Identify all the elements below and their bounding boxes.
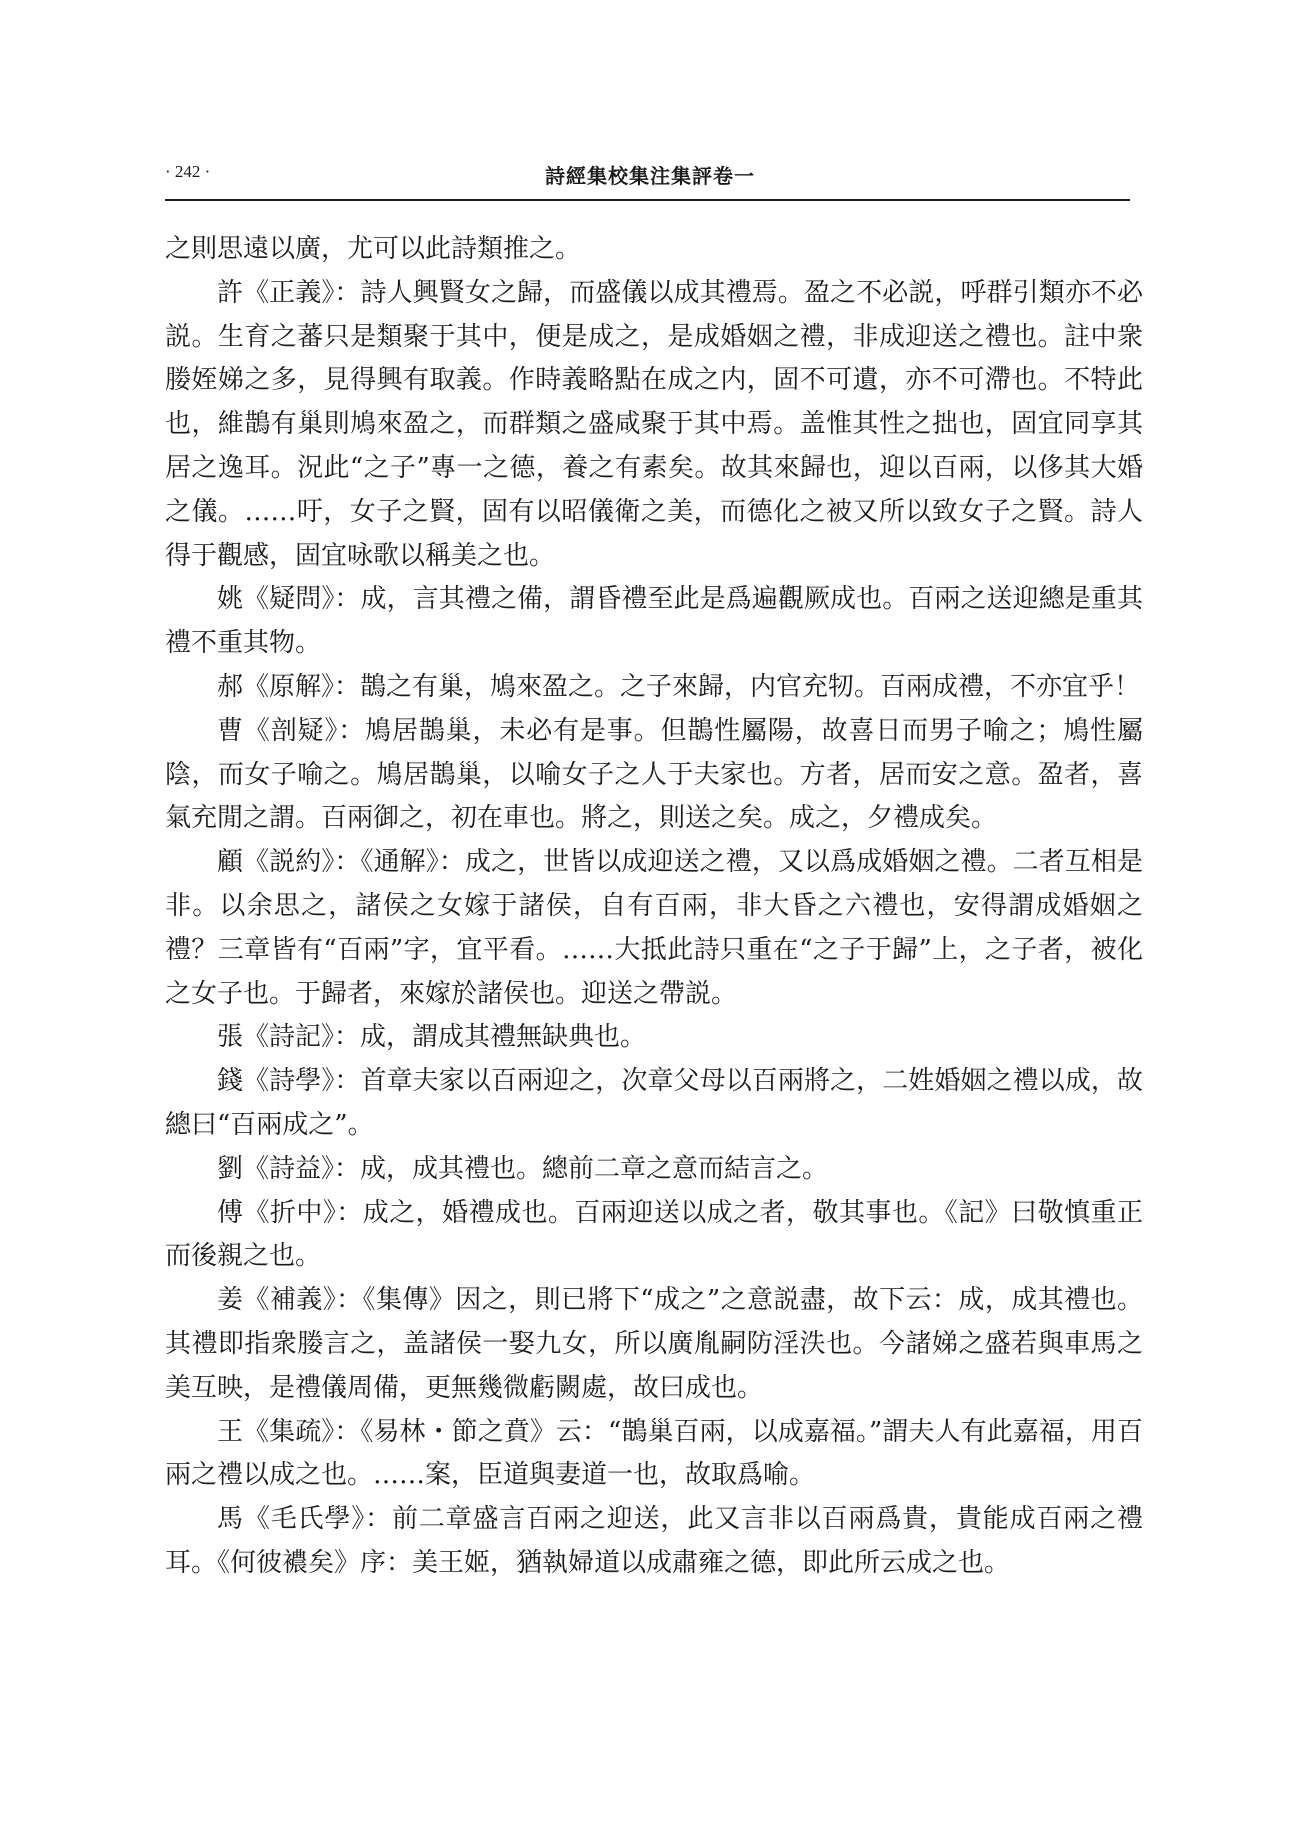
- page-number: · 242 ·: [165, 162, 211, 181]
- paragraph-qian-shixue: 錢《詩學》：首章夫家以百兩迎之，次章父母以百兩將之，二姓婚姻之禮以成，故總曰“百兩成之”。: [165, 1066, 1143, 1140]
- paragraph-fu-zhezhong: 傅《折中》：成之，婚禮成也。百兩迎送以成之者，敬其事也。《記》曰敬慎重正而後親之也。: [165, 1197, 1143, 1272]
- running-title: 詩經集校集注集評卷一: [545, 164, 755, 188]
- paragraph-jiang-buyi: 姜《補義》：《集傳》因之，則已將下“成之”之意説盡，故下云：成，成其禮也。其禮即指衆媵言之，盖諸侯一娶九女，所以廣胤嗣防淫泆也。今諸娣之盛若與車馬之美互映，是禮儀周備，更無幾微虧闕處，故曰成也。: [165, 1285, 1143, 1403]
- paragraph-yao-yiwen: 姚《疑問》：成，言其禮之備，謂昏禮至此是爲遍觀厥成也。百兩之送迎總是重其禮不重其物。: [165, 584, 1143, 659]
- body-text: [165, 228, 1143, 1586]
- paragraph-liu-shiyi: 劉《詩益》：成，成其禮也。總前二章之意而結言之。: [217, 1153, 829, 1184]
- paragraph-continuation: 之則思遠以廣，尤可以此詩類推之。: [165, 234, 582, 264]
- paragraph-xu-zhengyi: 許《正義》：詩人興賢女之歸，而盛儀以成其禮焉。盈之不必説，呼群引類亦不必説。生育之蕃只是類聚于其中，便是成之，是成婚姻之禮，非成迎送之禮也。註中衆媵姪娣之多，見得興有取義。作時義略點在成之内，固不可遺，亦不可滯也。不特此也，維鵲有巢則鳩來盈之，而群類之盛咸聚于其中焉。盖惟其性之拙也，固宜同享其居之逸耳。況此“之子”專一之德，養之有素矣。故其來歸也，迎以百兩，以侈其大婚之儀。……吁，女子之賢，固有以昭儀衛之美，而德化之被又所以致女子之賢。詩人得于觀感，固宜咏歌以稱美之也。: [165, 277, 1143, 571]
- paragraph-ma-maoshixue: 馬《毛氏學》：前二章盛言百兩之迎送，此又言非以百兩爲貴，貴能成百兩之禮耳。《何彼襛矣》序：美王姬，猶執婦道以成肅雍之德，即此所云成之也。: [165, 1504, 1143, 1578]
- paragraph-cao-pouyi: 曹《剖疑》：鳩居鵲巢，未必有是事。但鵲性屬陽，故喜日而男子喻之；鳩性屬陰，而女子喻之。鳩居鵲巢，以喻女子之人于夫家也。方者，居而安之意。盈者，喜氣充閒之謂。百兩御之，初在車也。將之，則送之矣。成之，夕禮成矣。: [165, 715, 1143, 834]
- paragraph-zhang-shiji: 張《詩記》：成，謂成其禮無缺典也。: [217, 1022, 647, 1053]
- paragraph-hao-yuanjie: 郝《原解》：鵲之有巢，鳩來盈之。之子來歸，内官充牣。百兩成禮，不亦宜乎！: [217, 671, 1141, 702]
- paragraph-wang-jishu: 王《集疏》：《易林・節之賁》云：“鵲巢百兩，以成嘉福。”謂夫人有此嘉福，用百兩之禮以成之也。……案，臣道與妻道一也，故取爲喻。: [165, 1416, 1143, 1491]
- page-header: [165, 162, 1125, 196]
- header-rule: [165, 199, 1130, 201]
- paragraph-gu-shuoyue: 顧《説約》：《通解》：成之，世皆以成迎送之禮，又以爲成婚姻之禮。二者互相是非。以余思之，諸侯之女嫁于諸侯，自有百兩，非大昏之六禮也，安得謂成婚姻之禮？三章皆有“百兩”字，宜平看。……大抵此詩只重在“之子于歸”上，之子者，被化之女子也。于歸者，來嫁於諸侯也。迎送之帶説。: [165, 847, 1143, 1009]
